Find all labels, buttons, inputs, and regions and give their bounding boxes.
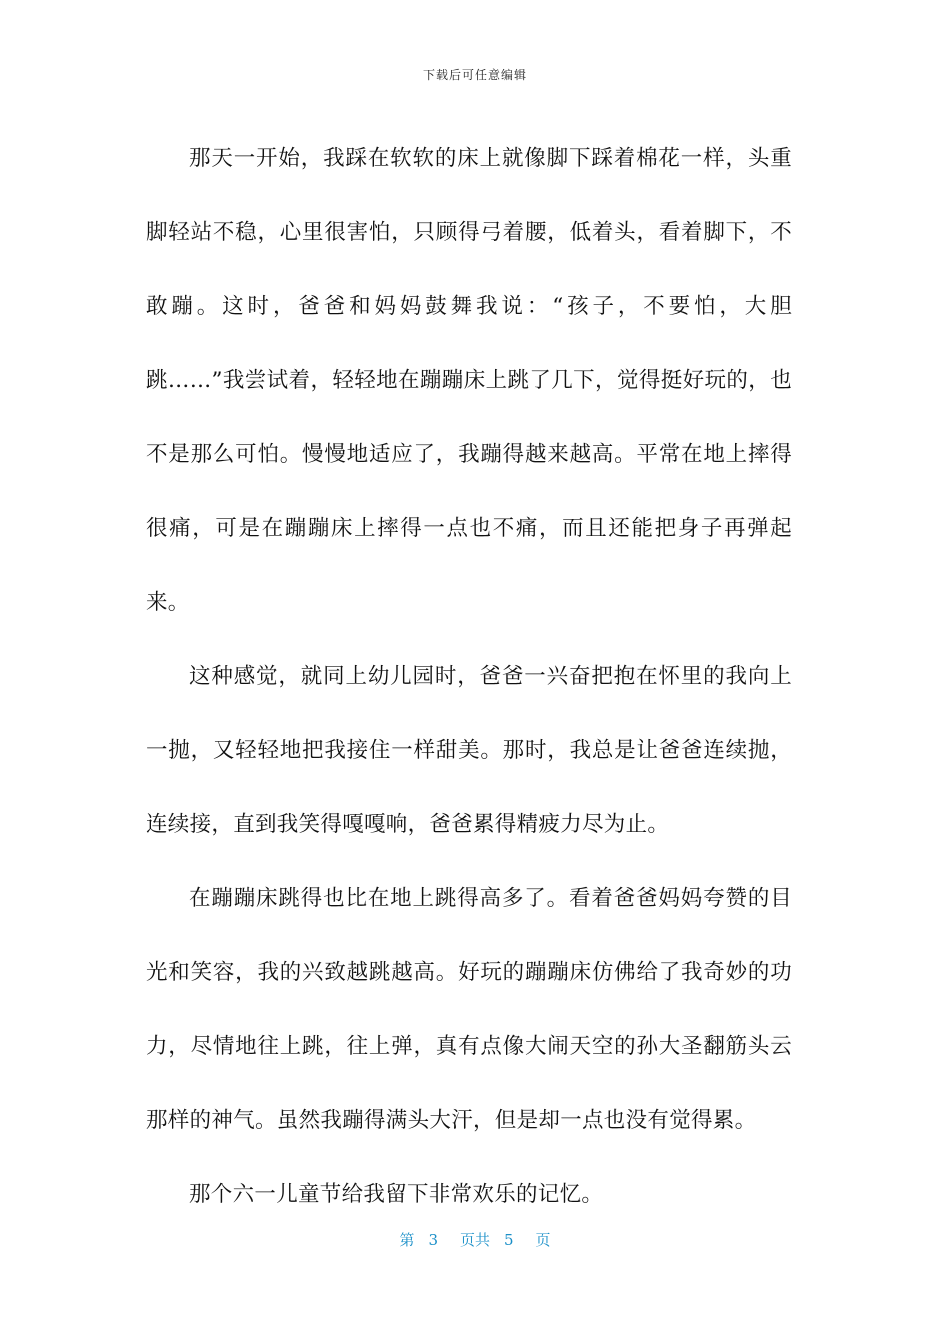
paragraph-2: 这种感觉，就同上幼儿园时，爸爸一兴奋把抱在怀里的我向上一抛，又轻轻地把我接住一样甜美。那时，我总是让爸爸连续抛，连续接，直到我笑得嘎嘎响，爸爸累得精疲力尽为止。 [146, 664, 792, 837]
paragraph-1: 那天一开始，我踩在软软的床上就像脚下踩着棉花一样，头重脚轻站不稳，心里很害怕，只顾得弓着腰，低着头，看着脚下，不敢蹦。这时，爸爸和妈妈鼓舞我说：“孩子，不要怕，大胆跳……”我尝试着，轻轻地在蹦蹦床上跳了几下，觉得挺好玩的，也不是那么可怕。慢慢地适应了，我蹦得越来越高。平常在地上摔得很痛，可是在蹦蹦床上摔得一点也不痛，而且还能把身子再弹起来。 [146, 146, 792, 615]
document-body [146, 122, 792, 1232]
footer-suffix: 页 [535, 1231, 551, 1249]
paragraph-4: 那个六一儿童节给我留下非常欢乐的记忆。 [189, 1182, 604, 1207]
footer-prefix: 第 [399, 1231, 415, 1249]
page-footer [0, 1229, 950, 1250]
footer-middle: 页共 [459, 1231, 490, 1249]
footer-total-pages: 5 [504, 1231, 514, 1249]
paragraph-3: 在蹦蹦床跳得也比在地上跳得高多了。看着爸爸妈妈夸赞的目光和笑容，我的兴致越跳越高。好玩的蹦蹦床仿佛给了我奇妙的功力，尽情地往上跳，往上弹，真有点像大闹天空的孙大圣翻筋头云那样的神气。虽然我蹦得满头大汗，但是却一点也没有觉得累。 [146, 886, 792, 1133]
page-header: 下载后可任意编辑 [422, 68, 527, 82]
footer-current-page: 3 [428, 1231, 438, 1249]
